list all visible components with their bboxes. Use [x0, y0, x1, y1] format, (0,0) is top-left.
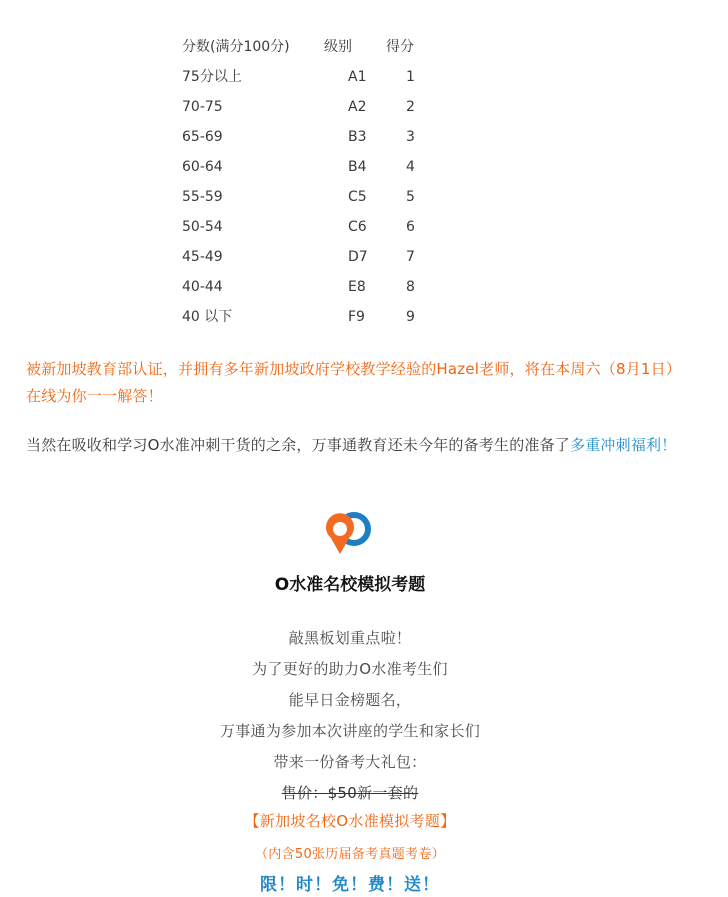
product-contents: （内含50张历届备考真题考卷） — [254, 847, 446, 862]
row-score: 45-49 — [182, 249, 223, 265]
gift-line: 万事通为参加本次讲座的学生和家长们 — [219, 722, 481, 740]
row-points: 7 — [406, 249, 415, 265]
row-score: 65-69 — [182, 129, 223, 145]
row-score: 40 以下 — [182, 309, 233, 325]
row-level: C6 — [348, 219, 367, 235]
benefit-paragraph — [26, 432, 694, 459]
product-name: 【新加坡名校O水准模拟考题】 — [244, 812, 456, 830]
row-points: 1 — [406, 69, 415, 85]
row-points: 3 — [406, 129, 415, 145]
benefit-highlight-link[interactable]: 多重冲刺福利！ — [570, 436, 677, 454]
gift-line: 为了更好的助力O水准考生们 — [252, 660, 448, 678]
header-level: 级别 — [324, 39, 352, 55]
row-points: 9 — [406, 309, 415, 325]
row-level: C5 — [348, 189, 367, 205]
original-price: 售价：$50新一套的 — [281, 784, 419, 802]
row-score: 40-44 — [182, 279, 223, 295]
row-points: 8 — [406, 279, 415, 295]
row-score: 60-64 — [182, 159, 223, 175]
row-level: E8 — [348, 279, 366, 295]
row-level: A2 — [348, 99, 367, 115]
gift-line: 敲黑板划重点啦！ — [288, 629, 412, 647]
row-score: 75分以上 — [182, 69, 242, 85]
header-points: 得分 — [386, 39, 414, 55]
brand-logo-icon — [320, 509, 376, 557]
header-score: 分数(满分100分) — [182, 39, 290, 55]
row-level: D7 — [348, 249, 368, 265]
row-level: A1 — [348, 69, 367, 85]
section-title: O水准名校模拟考题 — [274, 575, 426, 595]
gift-line: 能早日金榜题名， — [288, 691, 412, 709]
teacher-intro-paragraph: 被新加坡教育部认证，并拥有多年新加坡政府学校教学经验的Hazel老师，将在本周六（8月1日）在线为你一一解答！ — [26, 360, 682, 405]
row-level: B4 — [348, 159, 367, 175]
row-score: 55-59 — [182, 189, 223, 205]
row-level: F9 — [348, 309, 365, 325]
row-points: 6 — [406, 219, 415, 235]
gift-line: 带来一份备考大礼包： — [273, 753, 427, 771]
free-offer-banner: 限！时！免！费！送！ — [260, 875, 440, 895]
row-points: 4 — [406, 159, 415, 175]
row-points: 2 — [406, 99, 415, 115]
row-level: B3 — [348, 129, 367, 145]
row-score: 50-54 — [182, 219, 223, 235]
row-score: 70-75 — [182, 99, 223, 115]
row-points: 5 — [406, 189, 415, 205]
benefit-text: 当然在吸收和学习O水准冲刺干货的之余，万事通教育还未今年的备考生的准备了 — [26, 436, 571, 454]
